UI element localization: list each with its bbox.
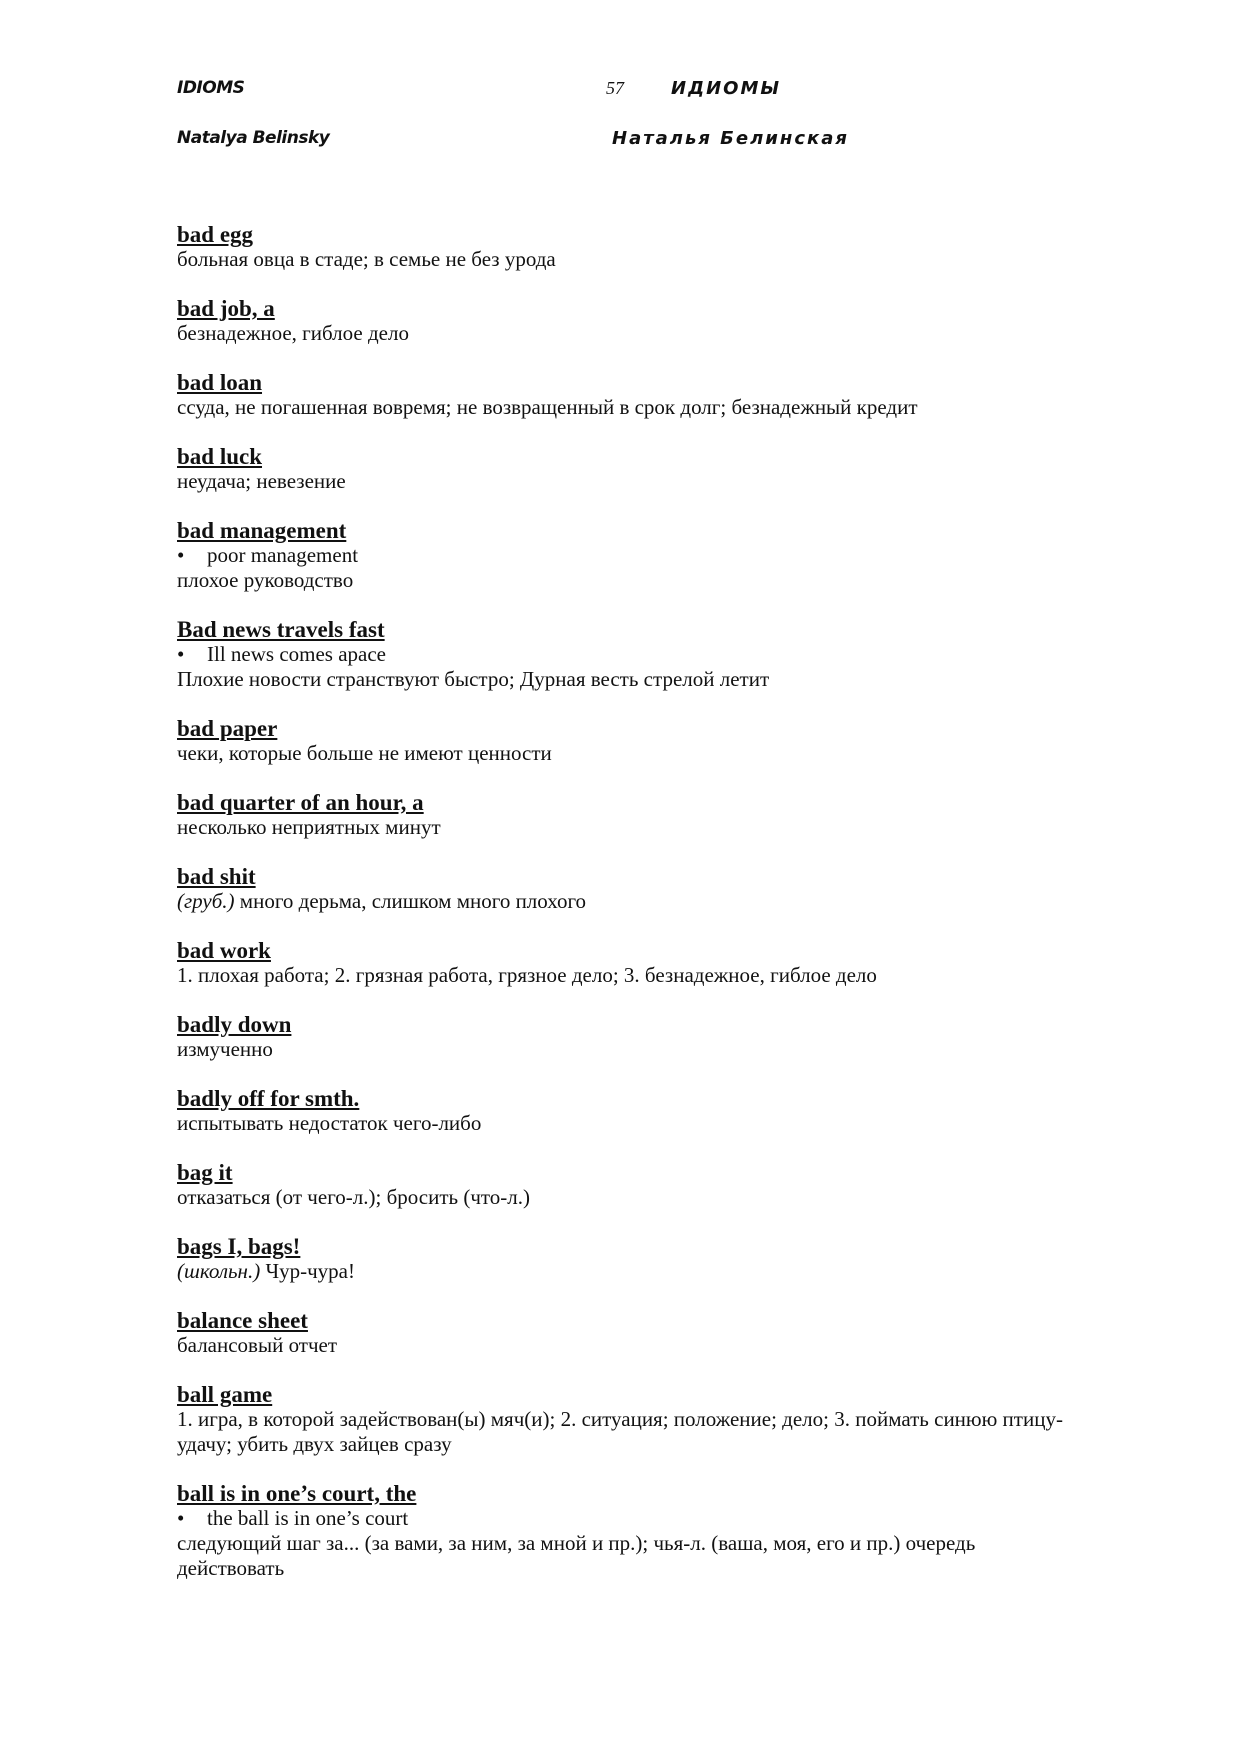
idiom-definition bbox=[177, 963, 1077, 988]
page-number: 57 bbox=[606, 78, 624, 98]
usage-note: (груб.) bbox=[177, 889, 235, 913]
idiom-variant bbox=[177, 543, 1077, 568]
idiom-entry bbox=[177, 296, 1077, 346]
idiom-definition bbox=[177, 1259, 1077, 1284]
idiom-term: bags I, bags! bbox=[177, 1234, 301, 1259]
idiom-term: bad job, a bbox=[177, 296, 275, 321]
idiom-term: bad loan bbox=[177, 370, 263, 395]
header-author-ru: Наталья Белинская bbox=[612, 128, 849, 149]
usage-note: (школьн.) bbox=[177, 1259, 261, 1283]
definition-text: следующий шаг за... (за вами, за ним, за мной и пр.); чья-л. (ваша, моя, его и пр.) очередь действовать bbox=[177, 1531, 976, 1580]
idiom-definition bbox=[177, 1407, 1077, 1457]
idiom-entry bbox=[177, 518, 1077, 593]
idiom-definition bbox=[177, 395, 1077, 420]
idiom-definition bbox=[177, 247, 1077, 272]
idiom-entry bbox=[177, 370, 1077, 420]
idiom-definition bbox=[177, 1185, 1077, 1210]
idiom-term: Bad news travels fast bbox=[177, 617, 385, 642]
idiom-entry bbox=[177, 1481, 1077, 1581]
idiom-term: bag it bbox=[177, 1160, 233, 1185]
idiom-definition bbox=[177, 469, 1077, 494]
idiom-term: bad shit bbox=[177, 864, 256, 889]
definition-text: безнадежное, гиблое дело bbox=[177, 321, 409, 345]
idiom-entry bbox=[177, 716, 1077, 766]
idiom-term: bad management bbox=[177, 518, 347, 543]
bullet-icon: • bbox=[177, 1506, 185, 1530]
idiom-entry bbox=[177, 1382, 1077, 1457]
idiom-definition bbox=[177, 568, 1077, 593]
bullet-icon: • bbox=[177, 642, 185, 666]
definition-text: балансовый отчет bbox=[177, 1333, 338, 1357]
definition-text: измученно bbox=[177, 1037, 273, 1061]
idiom-term: ball game bbox=[177, 1382, 273, 1407]
header-book-title-en: IDIOMS bbox=[177, 78, 245, 98]
idiom-term: balance sheet bbox=[177, 1308, 308, 1333]
idiom-variant bbox=[177, 1506, 1077, 1531]
idiom-entry bbox=[177, 617, 1077, 692]
idiom-definition bbox=[177, 1333, 1077, 1358]
definition-text: 1. игра, в которой задействован(ы) мяч(и); 2. ситуация; положение; дело; 3. поймать синюю птицу-удачу; убить двух зайцев сразу bbox=[177, 1407, 1063, 1456]
definition-text: много дерьма, слишком много плохого bbox=[239, 889, 587, 913]
idiom-variant-text: the ball is in one’s court bbox=[207, 1506, 409, 1530]
idiom-entry bbox=[177, 444, 1077, 494]
definition-text: 1. плохая работа; 2. грязная работа, грязное дело; 3. безнадежное, гиблое дело bbox=[177, 963, 877, 987]
idiom-entry bbox=[177, 938, 1077, 988]
idiom-definition bbox=[177, 741, 1077, 766]
idiom-definition bbox=[177, 815, 1077, 840]
definition-text: ссуда, не погашенная вовремя; не возвращенный в срок долг; безнадежный кредит bbox=[177, 395, 918, 419]
idiom-term: bad quarter of an hour, a bbox=[177, 790, 424, 815]
idiom-variant-text: Ill news comes apace bbox=[207, 642, 387, 666]
idiom-entry bbox=[177, 1308, 1077, 1358]
idiom-entry bbox=[177, 222, 1077, 272]
idiom-entry bbox=[177, 790, 1077, 840]
header-book-title-ru: ИДИОМЫ bbox=[671, 78, 782, 99]
definition-text: Плохие новости странствуют быстро; Дурная весть стрелой летит bbox=[177, 667, 770, 691]
definition-text: Чур-чура! bbox=[265, 1259, 356, 1283]
header-author-en: Natalya Belinsky bbox=[177, 128, 330, 148]
idiom-definition bbox=[177, 1531, 1077, 1581]
definition-text: неудача; невезение bbox=[177, 469, 346, 493]
definition-text: испытывать недостаток чего-либо bbox=[177, 1111, 482, 1135]
idiom-definition bbox=[177, 889, 1077, 914]
definition-text: отказаться (от чего-л.); бросить (что-л.) bbox=[177, 1185, 531, 1209]
idiom-definition bbox=[177, 1111, 1077, 1136]
idiom-term: bad paper bbox=[177, 716, 278, 741]
idiom-term: bad work bbox=[177, 938, 271, 963]
idiom-definition bbox=[177, 1037, 1077, 1062]
definition-text: плохое руководство bbox=[177, 568, 354, 592]
idiom-entry bbox=[177, 1086, 1077, 1136]
idiom-variant-text: poor management bbox=[207, 543, 359, 567]
definition-text: больная овца в стаде; в семье не без урода bbox=[177, 247, 556, 271]
idiom-definition bbox=[177, 321, 1077, 346]
definition-text: чеки, которые больше не имеют ценности bbox=[177, 741, 552, 765]
definition-text: несколько неприятных минут bbox=[177, 815, 441, 839]
idiom-entry bbox=[177, 1012, 1077, 1062]
idiom-entry bbox=[177, 1234, 1077, 1284]
idiom-term: bad egg bbox=[177, 222, 254, 247]
bullet-icon: • bbox=[177, 543, 185, 567]
idiom-term: badly down bbox=[177, 1012, 292, 1037]
idiom-entry bbox=[177, 864, 1077, 914]
idiom-variant bbox=[177, 642, 1077, 667]
idiom-term: ball is in one’s court, the bbox=[177, 1481, 417, 1506]
idiom-term: badly off for smth. bbox=[177, 1086, 360, 1111]
idiom-term: bad luck bbox=[177, 444, 263, 469]
idiom-list bbox=[177, 222, 1077, 1605]
idiom-entry bbox=[177, 1160, 1077, 1210]
idiom-definition bbox=[177, 667, 1077, 692]
